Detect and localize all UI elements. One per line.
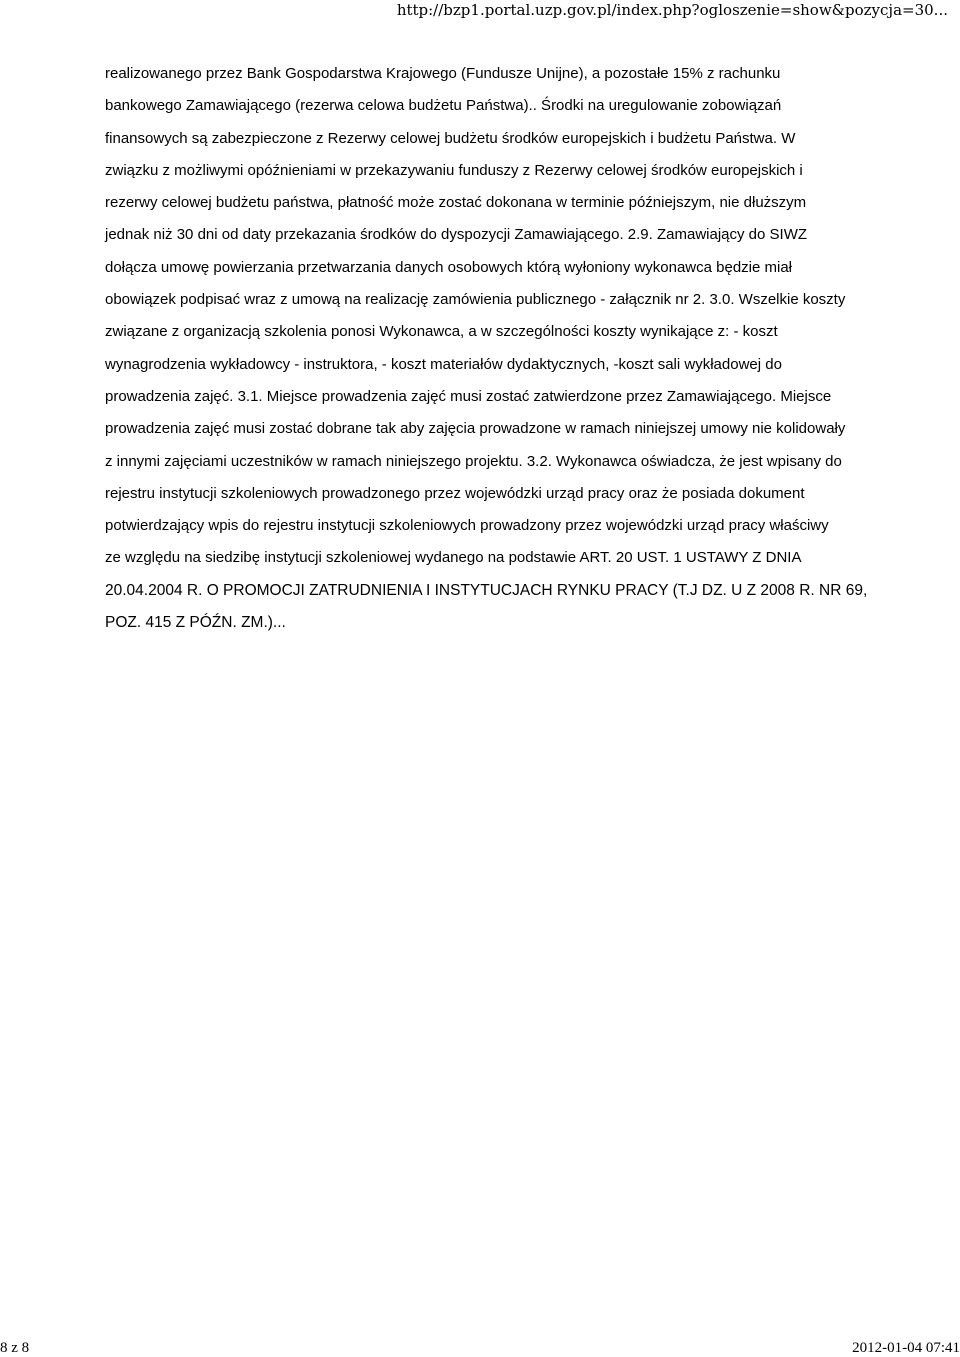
text-line: POZ. 415 Z PÓŹN. ZM.)...	[105, 614, 286, 632]
text-line: jednak niż 30 dni od daty przekazania środków do dyspozycji Zamawiającego. 2.9. Zamawiający do SIWZ	[105, 226, 808, 244]
text-line: prowadzenia zajęć musi zostać dobrane tak aby zajęcia prowadzone w ramach niniejszej umowy nie kolidowały	[105, 420, 846, 438]
text-line: ze względu na siedzibę instytucji szkoleniowej wydanego na podstawie ART. 20 UST. 1 USTAWY Z DNIA	[105, 549, 802, 567]
document-body	[105, 58, 905, 639]
text-line: bankowego Zamawiającego (rezerwa celowa budżetu Państwa).. Środki na uregulowanie zobowiązań	[105, 97, 782, 115]
text-line: rejestru instytucji szkoleniowych prowadzonego przez wojewódzki urząd pracy oraz że posiada dokument	[105, 484, 805, 502]
print-datetime: 2012-01-04 07:41	[852, 1340, 960, 1356]
text-line: związane z organizacją szkolenia ponosi Wykonawca, a w szczególności koszty wynikające z: - koszt	[105, 323, 778, 341]
text-line: finansowych są zabezpieczone z Rezerwy celowej budżetu środków europejskich i budżetu Państwa. W	[105, 129, 796, 147]
text-line: z innymi zajęciami uczestników w ramach niniejszego projektu. 3.2. Wykonawca oświadcza, że jest wpisany do	[105, 452, 842, 470]
text-line: prowadzenia zajęć. 3.1. Miejsce prowadzenia zajęć musi zostać zatwierdzone przez Zamawiającego. Miejsce	[105, 387, 832, 405]
page-url: http://bzp1.portal.uzp.gov.pl/index.php?ogloszenie=show&pozycja=30...	[396, 1, 948, 19]
text-line: 20.04.2004 R. O PROMOCJI ZATRUDNIENIA I INSTYTUCJACH RYNKU PRACY (T.J DZ. U Z 2008 R. NR 69,	[105, 581, 868, 599]
page-indicator: 8 z 8	[0, 1340, 30, 1356]
text-line: dołącza umowę powierzania przetwarzania danych osobowych którą wyłoniony wykonawca będzie miał	[105, 258, 793, 276]
text-line: wynagrodzenia wykładowcy - instruktora, - koszt materiałów dydaktycznych, -koszt sali wykładowej do	[105, 355, 782, 373]
text-line: realizowanego przez Bank Gospodarstwa Krajowego (Fundusze Unijne), a pozostałe 15% z rachunku	[105, 65, 781, 82]
text-line: rezerwy celowej budżetu państwa, płatność może zostać dokonana w terminie późniejszym, nie dłuższym	[105, 194, 807, 212]
text-line: potwierdzający wpis do rejestru instytucji szkoleniowych prowadzony przez wojewódzki urząd pracy właściwy	[105, 517, 829, 535]
text-line: obowiązek podpisać wraz z umową na realizację zamówienia publicznego - załącznik nr 2. 3.0. Wszelkie koszty	[105, 291, 846, 309]
text-line: związku z możliwymi opóźnieniami w przekazywaniu funduszy z Rezerwy celowej środków europejskich i	[105, 161, 803, 179]
